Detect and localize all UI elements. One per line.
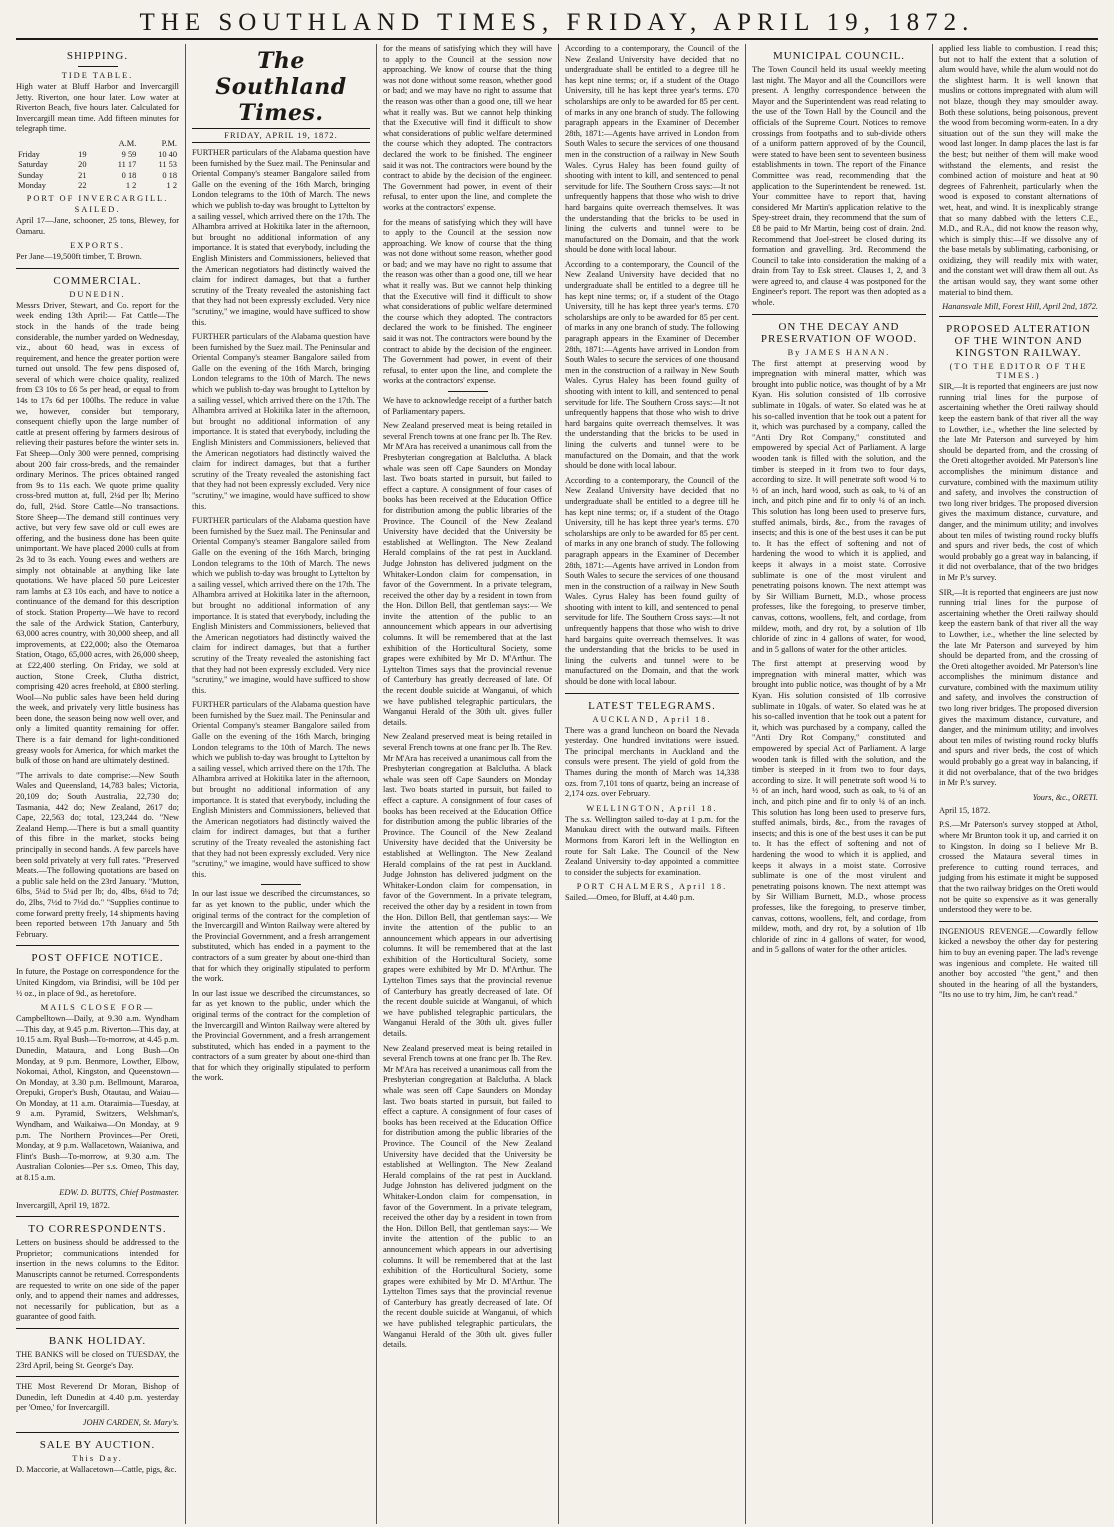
railway-letter-date: April 15, 1872. bbox=[939, 805, 991, 815]
correspondents-heading: TO CORRESPONDENTS. bbox=[28, 1223, 167, 1236]
divider bbox=[78, 66, 118, 67]
municipal-council-heading: MUNICIPAL COUNCIL. bbox=[772, 50, 906, 62]
port-heading: PORT OF INVERCARGILL. bbox=[26, 193, 169, 203]
sailed-heading: SAILED. bbox=[74, 204, 121, 214]
editorial-continued: FURTHER particulars of the Alabama question have been furnished by the Suez mail. The Peninsular and Oriental Company's steamer Bangalore sailed from Galle on the evening of the 16th March, bringing London telegrams to the 10th of March. The news which we publish to-day was brought to Lyttelton by a sailing vessel, which arrived there on the 17th. The Alhambra arrived at Hokitika later in the afternoon, but brought no additional information of any importance. It is stated that everybody, including the English Ministers and Commissioners, believed that the American negotiators had distinctly waived the claim for indirect damages, but that a further scrutiny of the Treaty revealed the astonishing fact that they had not been expressly excluded. Very nice "scrutiny," we imagine, would have sufficed to show this. bbox=[192, 332, 370, 511]
bishop-notice-signature: JOHN CARDEN, St. Mary's. bbox=[82, 1417, 179, 1427]
bank-holiday-heading: BANK HOLIDAY. bbox=[48, 1334, 147, 1347]
column-4 bbox=[558, 44, 745, 1524]
column-6 bbox=[932, 44, 1098, 1524]
auction-subheading: This Day. bbox=[72, 1453, 123, 1463]
wood-article-continued: The first attempt at preserving wood by impregnation with mineral matter, which was brought into public notice, was thought of by a Mr Kyan. His solution consisted of 1lb corrosive sublimate in 10gals. of water. So elated was he at his so-called invention that he took out a patent for it, which was purchased by a company, called the "Anti Dry Rot Company," constituted and empowered by special Act of Parliament. A large wooden tank is filled with the solution, and the timber is steeped in it from two to four days, according to size. It will penetrate soft wood ¼ to ½ of an inch, hard wood, such as oak, to ¼ of an inch, and pitch pine and fir to only ¼ of an inch. This solution has long been used to preserve furs, stuffed animals, birds, &c., from the ravages of insects; and this is one of the best uses it can be put to. It has the effect of softening and not of hardening the wood to which it is applied, and keeps it always in a moist state. Corrosive sublimate is one of the most virulent and penetrating poisons known. The next attempt was by Sir William Burnett, M.D., whose process professes, like the foregoing, to preserve timber, canvas, cottons, woollens, felt, and cordage, from mildew, moth, and dry rot, by a solution of 1lb chloride of zinc in 4 gallons of water, for wood, and in 5 gallons of water for the other articles. bbox=[752, 659, 926, 955]
editorial-continued: FURTHER particulars of the Alabama question have been furnished by the Suez mail. The Peninsular and Oriental Company's steamer Bangalore sailed from Galle on the evening of the 16th March, bringing London telegrams to the 10th of March. The news which we publish to-day was brought to Lyttelton by a sailing vessel, which arrived there on the 17th. The Alhambra arrived at Hokitika later in the afternoon, but brought no additional information of any importance. It is stated that everybody, including the English Ministers and Commissioners, believed that the American negotiators had distinctly waived the claim for indirect damages, but that a further scrutiny of the Treaty revealed the astonishing fact that they had not been expressly excluded. Very nice "scrutiny," we imagine, would have sufficed to show this. bbox=[192, 700, 370, 879]
news-notes-continued: According to a contemporary, the Council of the New Zealand University have decided that no undergraduate shall be entitled to a degree till he has kept nine terms; or, if a student of the Otago University, till he has kept three year's terms. £70 scholarships are only to be awarded for 85 per cent. of marks in any one branch of study. The following paragraph appears in the Examiner of December 28th, 1871:—Agents have arrived in London from South Wales to secure the services of one thousand men in the construction of a railway in New South Wales. Cyrus Haley has been found guilty of shooting with intent to kill, and sentenced to penal servitude for life. The Southern Cross says:—It not unfrequently happens that those who wish to drive hard bargains quite overreach themselves. It was the understanding that the bricks to be used in lining the culverts and tunnel were to be manufactured on the Domain, and that the work should be done with local labour. bbox=[565, 475, 739, 687]
telegrams-heading: LATEST TELEGRAMS. bbox=[588, 699, 716, 712]
mails-heading: MAILS CLOSE FOR— bbox=[40, 1003, 155, 1013]
bishop-notice-text: THE Most Reverend Dr Moran, Bishop of Dunedin, left Dunedin at 4.40 p.m. yesterday per 'Omeo,' for Invercargill. bbox=[16, 1382, 179, 1413]
table-row: Sunday 21 0 18 0 18 bbox=[18, 170, 177, 180]
divider bbox=[16, 945, 179, 946]
railway-editorial-continued: In our last issue we described the circumstances, so far as yet known to the public, under which the original terms of the contract for the completion of the Invercargill and Winton Railway were altered by the Provincial Government, and a fresh arrangement substituted, which has ended in a payment to the contractors of a sum greater by about one-third than that for which they originally stipulated to perform the work. bbox=[192, 988, 370, 1083]
railway-letter-signature: Yours, &c., ORETI. bbox=[1032, 792, 1098, 802]
tide-pm-header: P.M. bbox=[161, 138, 177, 148]
table-row: Friday 19 9 59 10 40 bbox=[18, 149, 177, 159]
telegram-auckland: There was a grand luncheon on board the Nevada yesterday. One hundred invitations were issued. The principal merchants in Auckland and the consuls were present. The yield of gold from the Thames during the month of March was 14,338 ozs. from 7,101 tons of quartz, being an increase of 2,174 ozs. over February. bbox=[565, 725, 739, 799]
market-text: "The arrivals to date comprise:—New South Wales and Queensland, 14,783 bales; Victoria, 20,109 do; South Australia, 22,730 do; Tasmania, 442 do; New Zealand, 2617 do; Cape, 22,563 do; total, 123,244 do. "New Zealand Hemp.—There is but a small quantity of this fibre in the market, stocks being principally in second hands. A few parcels have been sold privately at very full rates. "Preserved Meats.—The following quotations are based on a public sale held on the 23rd January. "Mutton, 6lbs, 5¼d to 5¼d per lb; do, 4lbs, 6¼d to 7d; do, 2lbs, 7½d to 7½d do." "Supplies continue to come forward pretty freely, 14 shipments having been reported between 17th January and 5th February. bbox=[16, 770, 179, 939]
editorial-continued: for the means of satisfying which they will have to apply to the Council at the session now approaching. We know of course that the thing was not done without some reason, whether good or bad; and we may have no right to assume that the reason was other than a good one, till we hear what it really was. But we cannot help thinking that the Executive will find it difficult to show what considerations of public welfare determined the course which they adopted. The contractors declared the work to be finished. The engineer said it was not. The contractors were bound by the contract to abide by the decision of the engineer. The Government had power, in event of their refusal, to enter upon the line, and complete the works at the contractors' expense. bbox=[383, 44, 552, 212]
railway-letter-postscript: P.S.—Mr Paterson's survey stopped at Athol, where Mr Brunton took it up, and carried it on to Kingston. In doing so I believe Mr B. crossed the Mataura several times in preference to cutting round terraces, and judging from his estimate it might be supposed that the two railway bridges on the Oreti would not be quite so expensive as it was generally understood they were to be. bbox=[939, 820, 1098, 915]
wood-article-heading: ON THE DECAY AND PRESERVATION OF WOOD. bbox=[760, 320, 918, 345]
commercial-heading: COMMERCIAL. bbox=[53, 274, 142, 287]
telegram-wellington: The s.s. Wellington sailed to-day at 1 p.m. for the Manukau direct with the outward mails. Fifteen Mormons from Karori left in the Wellington en route for Salt Lake. The Council of the New Zealand University to-day appointed a committee to consider the subjects for examination. bbox=[565, 814, 739, 877]
column-grid bbox=[16, 44, 1098, 1524]
railway-editorial: In our last issue we described the circumstances, so far as yet known to the public, under which the original terms of the contract for the completion of the Invercargill and Winton Railway were altered by the Provincial Government, and a fresh arrangement substituted, which has ended in a payment to the contractors of a sum greater by about one-third than that for which they originally stipulated to perform the work. bbox=[192, 889, 370, 984]
commercial-text: Messrs Driver, Stewart, and Co. report for the week ending 13th April:— Fat Cattle—The stock in the hands of the trade being considerable, the number yarded on Wednesday, viz., about 60 head, was in excess of requirement, and hence the greater portion were turned out unsold. The few pens disposed of, several of which were choice quality, realized from £3 10s to £6 5s per head, or equal to from 14s to 17s 6d per 100lbs. The reduce in value we, however, consider but temporary, consequent chiefly upon the large number of cattle at present offering by farmers desirous of relieving their pastures before the winter sets in. Fat Sheep—Only 300 were penned, comprising about 200 fair cross-breds, and the remainder ordinary Merinos. The prices obtained ranged from 9s to 11s each. We quote prime quality cross-bred mutton at, full, 2¼d per lb; Merino do, full, 2¼d. Store Cattle—No transactions. Store Sheep—The demand still continues very active, but very few save old or cull ewes are offering, and the business done has been quite unimportant. We have placed 2000 culls at from 2s 3d to 3s each. Young ewes and wethers are simply not obtainable at anything like late quotations. We have placed 50 pure Leicester ram lambs at £3 10s each, and have to notice a continuance of the demand for this description of stock. Station Property—We have to record the sale of the Ardwick Station, Canterbury, 63,000 acres country, with 30,000 sheep, and all improvements, at £22,000; also the Otemaroa Station, Otago, 65,000 acres, with 26,000 sheep, at £22,400 sterling. On Friday, we sold at auction, Stone Creek, Clutha district, comprising 420 acres freehold, at £800 sterling. Wool—No public sales have been held during the week, and privately very little business has been done, the season being now well over, and only a limited quantity remaining for offer. There is a fair demand for light-conditioned greasy wools for America, for which market the bulk of those on hand are ultimately destined. bbox=[16, 300, 179, 766]
editor-note: (TO THE EDITOR OF THE TIMES.) bbox=[949, 362, 1088, 381]
telegram-port-chalmers: Sailed.—Omeo, for Bluff, at 4.40 p.m. bbox=[565, 893, 695, 903]
table-row: Monday 22 1 2 1 2 bbox=[18, 181, 177, 191]
divider bbox=[448, 391, 488, 392]
tide-header-row bbox=[16, 139, 179, 150]
auction-text: D. Maccorie, at Wallacetown—Cattle, pigs, &c. bbox=[16, 1464, 177, 1474]
news-notes-continued: New Zealand preserved meat is being retailed in several French towns at one franc per lb. The Rev. Mr M'Ara has received a unanimous call from the Presbyterian congregation at Balclutha. A black whale was seen off Cape Saunders on Monday last. Two boats started in pursuit, but failed to effect a capture. A consignment of four cases of books has been received at the Education Office for distribution among the public libraries of the Province. The Council of the New Zealand University have decided that the University be established at Wellington. The New Zealand Herald complains of the rat pest in Auckland. Judge Johnston has delivered judgment on the Whitaker-London claim for compensation, in favor of the Government. In a private telegram, received the other day by a resident in town from the Hon. Dillon Bell, that gentleman says:— We invite the attention of the public to an announcement which appears in our advertising columns. It will be remembered that at the last exhibition of the Horticultural Society, some grapes were exhibited by Mr D. M'Arthur. The Lyttelton Times says that the provincial revenue of Canterbury has greatly decreased of late. Of the recent double suicide at Wanganui, of which we have published telegraphic particulars, the Wanganui Herald of the 30th ult. gives fuller details. bbox=[383, 732, 552, 1039]
column-3 bbox=[376, 44, 558, 1524]
wood-article-signature: Hanansvale Mill, Forest Hill, April 2nd, 1872. bbox=[942, 302, 1098, 312]
divider bbox=[16, 1216, 179, 1217]
news-notes-continued: New Zealand preserved meat is being retailed in several French towns at one franc per lb. The Rev. Mr M'Ara has received a unanimous call from the Presbyterian congregation at Balclutha. A black whale was seen off Cape Saunders on Monday last. Two boats started in pursuit, but failed to effect a capture. A consignment of four cases of books has been received at the Education Office for distribution among the public libraries of the Province. The Council of the New Zealand University have decided that the University be established at Wellington. The New Zealand Herald complains of the rat pest in Auckland. Judge Johnston has delivered judgment on the Whitaker-London claim for compensation, in favor of the Government. In a private telegram, received the other day by a resident in town from the Hon. Dillon Bell, that gentleman says:— We invite the attention of the public to an announcement which appears in our advertising columns. It will be remembered that at the last exhibition of the Horticultural Society, some grapes were exhibited by Mr D. M'Arthur. The Lyttelton Times says that the provincial revenue of Canterbury has greatly decreased of late. Of the recent double suicide at Wanganui, of which we have published telegraphic particulars, the Wanganui Herald of the 30th ult. gives fuller details. bbox=[383, 1043, 552, 1350]
sailed-text: April 17—Jane, schooner, 25 tons, Blewey, for Oamaru. bbox=[16, 215, 179, 236]
municipal-council-text: The Town Council held its usual weekly meeting last night. The Mayor and all the Councillors were present. A lengthy correspondence between the Mayor and the Superintendent was read relating to the use of the Town Hall by the Council and the officials of the Supreme Court. Notices to remove crossings from footpaths and to sub-divide others of a uniform pattern approved of by the Council, were stated to have been sent to seventeen business establishments in town. The report of the Finance Committee was read, recommending that the application to the Superintendent be renewed. 1st. Your committee have to report that, having considered Mr Martin's application relative to the Spey-street drain, they recommend that the sum of £8 be paid to Mr Martin, being cost of drain. 2nd. Recommend that Joel-street be closed during its formation and gravelling. 3rd. Recommend the Council to take into consideration the making of a drain from Tay to Esk street. Clauses 1, 2, and 3 were agreed to, and clause 4 was postponed for the Engineer's report. The report was then adopted as a whole. bbox=[752, 65, 926, 308]
railway-letter-continued: SIR,—It is reported that engineers are just now running trial lines for the purpose of ascertaining whether the Oreti railway should keep the eastern bank of that river all the way to Lowther, i.e., whether the line selected by the late Mr Paterson and surveyed by him should be departed from, and the crossing of the Oreti altogether avoided. Mr Paterson's line accomplishes the minimum distance and curvature, combined with the maximum utility and safety, and involves the construction of two long river bridges. The proposed diversion gives the maximum distance, curvature, and danger, and the minimum utility; and involves about ten miles of twisting round rocky bluffs and spurs and river beds, the cost of which would probably go a great way in balancing, if it did not overbalance, that of the two bridges in Mr P.'s survey. bbox=[939, 587, 1098, 788]
news-notes: According to a contemporary, the Council of the New Zealand University have decided that no undergraduate shall be entitled to a degree till he has kept nine terms; or, if a student of the Otago University, till he has kept three year's terms. £70 scholarships are only to be awarded for 85 per cent. of marks in any one branch of study. The following paragraph appears in the Examiner of December 28th, 1871:—Agents have arrived in London from South Wales to secure the services of one thousand men in the construction of a railway in New South Wales. Cyrus Haley has been found guilty of shooting with intent to kill, and sentenced to penal servitude for life. The Southern Cross says:—It not unfrequently happens that those who wish to drive hard bargains quite overreach themselves. It was the understanding that the bricks to be used in lining the culverts and tunnel were to be manufactured on the Domain, and that the work should be done with local labour. bbox=[565, 44, 739, 255]
editorial-body bbox=[192, 332, 370, 880]
auction-heading: SALE BY AUCTION. bbox=[39, 1438, 156, 1451]
post-date: Invercargill, April 19, 1872. bbox=[16, 1200, 110, 1210]
shipping-heading: SHIPPING. bbox=[66, 50, 129, 62]
acknowledgement-text: We have to acknowledge receipt of a further batch of Parliamentary papers. bbox=[383, 396, 552, 416]
editorial-continued: FURTHER particulars of the Alabama question have been furnished by the Suez mail. The Peninsular and Oriental Company's steamer Bangalore sailed from Galle on the evening of the 16th March, bringing London telegrams to the 10th of March. The news which we publish to-day was brought to Lyttelton by a sailing vessel, which arrived there on the 17th. The Alhambra arrived at Hokitika later in the afternoon, but brought no additional information of any importance. It is stated that everybody, including the English Ministers and Commissioners, believed that the American negotiators had distinctly waived the claim for indirect damages, but that a further scrutiny of the Treaty revealed the astonishing fact that they had not been expressly excluded. Very nice "scrutiny," we imagine, would have sufficed to show this. bbox=[192, 516, 370, 695]
post-signature: EDW. D. BUTTS, Chief Postmaster. bbox=[59, 1187, 179, 1197]
telegram-dateline-wellington: WELLINGTON, April 18. bbox=[586, 803, 718, 813]
divider bbox=[16, 268, 179, 269]
news-notes-continued: According to a contemporary, the Council of the New Zealand University have decided that no undergraduate shall be entitled to a degree till he has kept nine terms; or, if a student of the Otago University, till he has kept three year's terms. £70 scholarships are only to be awarded for 85 per cent. of marks in any one branch of study. The following paragraph appears in the Examiner of December 28th, 1871:—Agents have arrived in London from South Wales to secure the services of one thousand men in the construction of a railway in New South Wales. Cyrus Haley has been found guilty of shooting with intent to kill, and sentenced to penal servitude for life. The Southern Cross says:—It not unfrequently happens that those who wish to drive hard bargains quite overreach themselves. It was the understanding that the bricks to be used in lining the culverts and tunnel were to be manufactured on the Domain, and that the work should be done with local labour. bbox=[565, 259, 739, 471]
post-office-heading: POST OFFICE NOTICE. bbox=[31, 952, 164, 965]
divider bbox=[261, 884, 301, 885]
table-row: Saturday 20 11 17 11 53 bbox=[18, 160, 177, 170]
wood-article-text: The first attempt at preserving wood by impregnation with mineral matter, which was brought into public notice, was thought of by a Mr Kyan. His solution consisted of 1lb corrosive sublimate in 10gals. of water. So elated was he at his so-called invention that he took out a patent for it, which was purchased by a company, called the "Anti Dry Rot Company," constituted and empowered by special Act of Parliament. A large wooden tank is filled with the solution, and the timber is steeped in it from two to four days, according to size. It will penetrate soft wood ¼ to ½ of an inch, hard wood, such as oak, to ¼ of an inch, and pitch pine and fir to only ¼ of an inch. This solution has long been used to preserve furs, stuffed animals, birds, &c., from the ravages of insects; and this is one of the best uses it can be put to. It has the effect of softening and not of hardening the wood to which it is applied, and keeps it always in a moist state. Corrosive sublimate is one of the most virulent and penetrating poisons known. The next attempt was by Sir William Burnett, M.D., whose process professes, like the foregoing, to preserve timber, canvas, cottons, woollens, felt, and cordage, from mildew, moth, and dry rot, by a solution of 1lb chloride of zinc in 4 gallons of water, for wood, and in 5 gallons of water for the other articles. bbox=[752, 358, 926, 654]
divider bbox=[565, 693, 739, 694]
editorial-continued: for the means of satisfying which they will have to apply to the Council at the session now approaching. We know of course that the thing was not done without some reason, whether good or bad; and we may have no right to assume that the reason was other than a good one, till we hear what it really was. But we cannot help thinking that the Executive will find it difficult to show what considerations of public welfare determined the course which they adopted. The contractors declared the work to be finished. The engineer said it was not. The contractors were bound by the contract to abide by the decision of the engineer. The Government had power, in event of their refusal, to enter upon the line, and complete the works at the contractors' expense. bbox=[383, 217, 552, 386]
railway-letter-text: SIR,—It is reported that engineers are just now running trial lines for the purpose of ascertaining whether the Oreti railway should keep the eastern bank of that river all the way to Lowther, i.e., whether the line selected by the late Mr Paterson and surveyed by him should be departed from, and the crossing of the Oreti altogether avoided. Mr Paterson's line accomplishes the minimum distance and curvature, combined with the maximum utility and safety, and involves the construction of two long river bridges. The proposed diversion gives the maximum distance, curvature, and danger, and the minimum utility; and involves about ten miles of twisting round rocky bluffs and spurs and river beds, the cost of which would probably go a great way in balancing, if it did not overbalance, that of the two bridges in Mr P.'s survey. bbox=[939, 382, 1098, 582]
divider bbox=[939, 316, 1098, 317]
news-notes: New Zealand preserved meat is being retailed in several French towns at one franc per lb. The Rev. Mr M'Ara has received a unanimous call from the Presbyterian congregation at Balclutha. A black whale was seen off Cape Saunders on Monday last. Two boats started in pursuit, but failed to effect a capture. A consignment of four cases of books has been received at the Education Office for distribution among the public libraries of the Province. The Council of the New Zealand University have decided that the University be established at Wellington. The New Zealand Herald complains of the rat pest in Auckland. Judge Johnston has delivered judgment on the Whitaker-London claim for compensation, in favor of the Government. In a private telegram, received the other day by a resident in town from the Hon. Dillon Bell, that gentleman says:— We invite the attention of the public to an announcement which appears in our advertising columns. It will be remembered that at the last exhibition of the Horticultural Society, some grapes were exhibited by Mr D. M'Arthur. The Lyttelton Times says that the provincial revenue of Canterbury has greatly decreased of late. Of the recent double suicide at Wanganui, of which we have published telegraphic particulars, the Wanganui Herald of the 30th ult. gives fuller details. bbox=[383, 421, 552, 727]
tide-table-heading: TIDE TABLE. bbox=[61, 71, 134, 80]
divider bbox=[16, 1328, 179, 1329]
divider bbox=[16, 1376, 179, 1377]
exports-text: Per Jane—19,500ft timber, T. Brown. bbox=[16, 252, 142, 262]
column-5 bbox=[745, 44, 932, 1524]
ingenious-revenge-text: INGENIOUS REVENGE.—Cowardly fellow kicked a newsboy the other day for pestering him to buy an evening paper. The lad's revenge was ingenious and complete. He waited till another boy accosted "the gent," and then shouted in the hearing of all the bystanders, "Its no use to try him, Jim, he can't read." bbox=[939, 926, 1098, 1000]
dunedin-heading: DUNEDIN. bbox=[69, 289, 126, 299]
correspondents-text: Letters on business should be addressed to the Proprietor; communications intended for insertion in the news columns to the Editor. Manuscripts cannot be returned. Correspondents are requested to write on one side of the paper only, and to append their names and addresses, not necessarily for publication, but as a guarantee of good faith. bbox=[16, 1238, 179, 1322]
wood-article-conclusion: applied less liable to combustion. I read this; but not to half the extent that a solution of alum would have, while the alum would not do the slightest harm. It is well known that muslins or cottons impregnated with alum will not blaze, though they may smoulder away. Both these solutions, being poisonous, prevent the wood from becoming worm-eaten. In a dry situation out of the sun they will make the wood last longer. In damp places the last is far the best; but neither of them will make wood withstand the elements, and resist the combined action of moisture and heat at 90 degrees of Fahrenheit, particularly when the wood is exposed to constant alternations of wet, heat, and wind. It is inexplicably strange that so many dabbed with the letters C.E., M.D., and R.A., did not know the reason why, which is simply this:—If we dissolve any of the base metals by sublimating, carbonising, or oxidizing, they will readily mix with water, and the constant wet will draw them all out. As the artisan would say, they want some other material to bind them. bbox=[939, 44, 1098, 297]
column-1 bbox=[16, 44, 185, 1524]
divider bbox=[939, 921, 1098, 922]
column-2 bbox=[185, 44, 376, 1524]
railway-letter-heading: PROPOSED ALTERATION OF THE WINTON AND KINGSTON RAILWAY. bbox=[946, 323, 1091, 360]
divider bbox=[16, 1432, 179, 1433]
masthead: THE SOUTHLAND TIMES, FRIDAY, APRIL 19, 1872. bbox=[16, 8, 1098, 40]
bank-holiday-text: THE BANKS will be closed on TUESDAY, the 23rd April, being St. George's Day. bbox=[16, 1349, 179, 1370]
telegram-dateline-auckland: AUCKLAND, April 18. bbox=[592, 714, 712, 724]
dateline: FRIDAY, APRIL 19, 1872. bbox=[192, 128, 370, 143]
post-office-text: In future, the Postage on correspondence for the United Kingdom, via Brindisi, will be 10d per ½ oz., in place of 9d., as heretofore. bbox=[16, 967, 179, 998]
mails-text: Campbelltown—Daily, at 9.30 a.m. Wyndham—This day, at 9.45 p.m. Riverton—This day, at 10.15 a.m. Ryal Bush—To-morrow, at 4.45 p.m. Dunedin, Mataura, and Long Bush—On Monday, at 9 p.m. Benmore, Lowther, Elbow, Nokomai, Athol, Kingston, and Queenstown—On Monday, at 3.30 p.m. Bellmount, Mararoa, Orepuki, Groper's Bush, Otautau, and Waiau—On Monday, at 11 a.m. Otaraimia—Tuesday, at 9 a.m. Pyramid, Switzers, Welshman's, Wyndham, and Waikaiwa—On Monday, at 9 p.m. The Northern Provinces—Per Oreti, Monday, at 9 p.m. Wallacetown, Waianiwa, and Flint's Bush—To-morrow, at 9.30 a.m. The Australian Colonies—Per s.s. Omeo, This day, at 8.15 a.m. bbox=[16, 1014, 179, 1183]
divider bbox=[752, 314, 926, 315]
tide-table bbox=[16, 139, 179, 192]
tide-note: High water at Bluff Harbor and Invercargill Jetty. Riverton, one hour later. Low water at Riverton Beach, five hours later. Calculated for Invercargill mean time. Add fifteen minutes for telegraph time. bbox=[16, 82, 179, 134]
exports-heading: EXPORTS. bbox=[70, 241, 125, 251]
telegram-dateline-port-chalmers: PORT CHALMERS, April 18. bbox=[576, 882, 728, 892]
newspaper-nameplate: The Southland Times. bbox=[215, 48, 347, 126]
wood-article-byline: By JAMES HANAN. bbox=[787, 347, 891, 357]
tide-am-header: A.M. bbox=[118, 138, 137, 148]
editorial-lead: FURTHER particulars of the Alabama question have been furnished by the Suez mail. The Peninsular and Oriental Company's steamer Bangalore sailed from Galle on the evening of the 16th March, bringing London telegrams to the 10th of March. The news which we publish to-day was brought to Lyttelton by a sailing vessel, which arrived there on the 17th. The Alhambra arrived at Hokitika later in the afternoon, but brought no additional information of any importance. It is stated that everybody, including the English Ministers and Commissioners, believed that the American negotiators had distinctly waived the claim for indirect damages, but that a further scrutiny of the Treaty revealed the astonishing fact that they had not been expressly excluded. Very nice "scrutiny," we imagine, would have sufficed to show this. bbox=[192, 148, 370, 327]
